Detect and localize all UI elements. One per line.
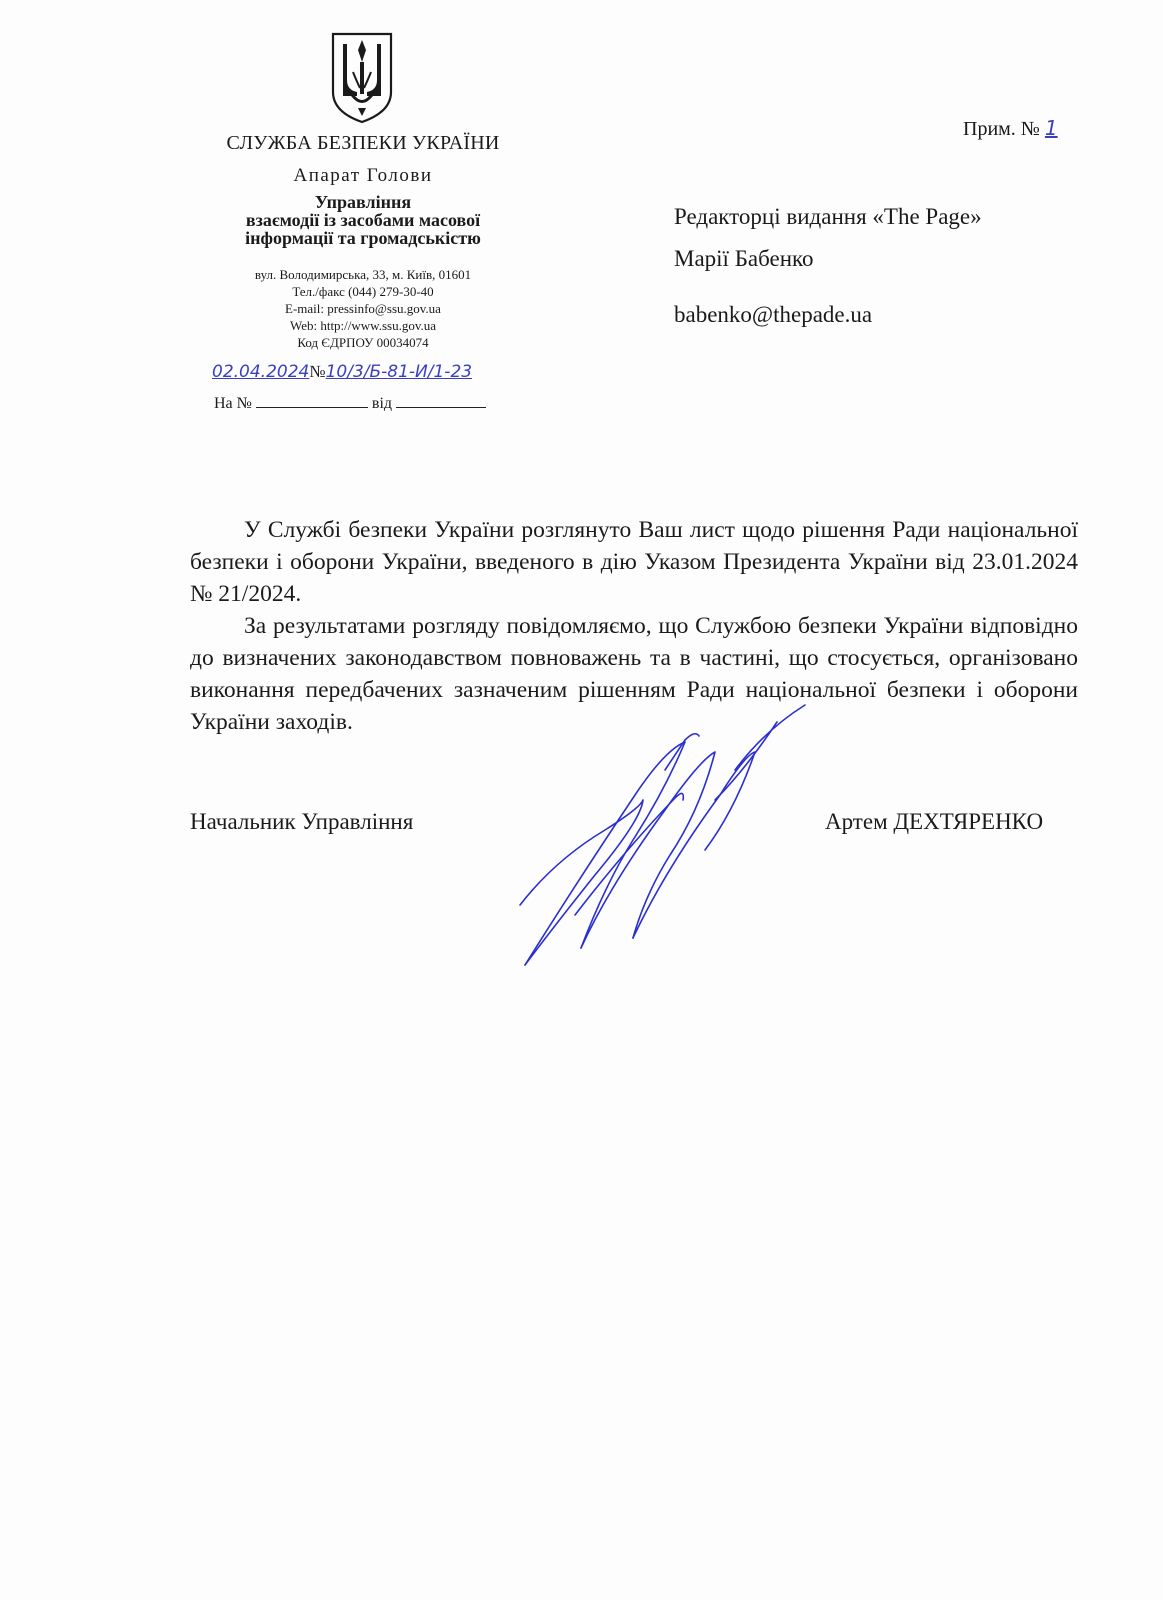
body-paragraph: У Службі безпеки України розглянуто Ваш лист щодо рішення Ради національної безпеки і оборони України, введеного в дію Указом Президента України від 23.01.2024 № 21/2024.	[190, 517, 1078, 607]
recipient-line: Редакторці видання «The Page»	[674, 204, 982, 229]
email-line: E-mail: pressinfo@ssu.gov.ua	[285, 301, 441, 316]
outgoing-date: 02.04.2024	[212, 362, 310, 382]
reference-number-blank	[256, 393, 368, 408]
registration-line	[212, 362, 472, 382]
outgoing-number: 10/3/Б-81-И/1-23	[325, 362, 473, 382]
phone-line: Тел./факс (044) 279-30-40	[292, 284, 434, 299]
address-line: вул. Володимирська, 33, м. Київ, 01601	[254, 267, 472, 282]
handwritten-signature	[515, 700, 825, 990]
copy-mark	[963, 116, 1058, 141]
number-sign: №	[309, 362, 326, 381]
trident-icon	[329, 32, 395, 124]
contact-block	[190, 266, 536, 351]
reference-date-blank	[396, 393, 486, 408]
organization-name: СЛУЖБА БЕЗПЕКИ УКРАЇНИ	[226, 132, 500, 154]
reference-from-label: від	[371, 395, 393, 412]
apparatus-name: Апарат Голови	[293, 165, 433, 186]
copy-mark-number: 1	[1044, 116, 1058, 140]
reference-line	[214, 393, 486, 413]
recipient-name: Марії Бабенко	[674, 246, 814, 271]
department-line: взаємодії із засобами масової	[245, 210, 481, 230]
signatory-name: Артем ДЕХТЯРЕНКО	[825, 809, 1044, 834]
web-line: Web: http://www.ssu.gov.ua	[289, 318, 437, 333]
department-name	[190, 193, 536, 247]
copy-mark-label: Прим. №	[963, 118, 1040, 140]
reference-label: На №	[214, 395, 252, 412]
edrpou-line: Код ЄДРПОУ 00034074	[297, 335, 429, 350]
recipient-email: babenko@thepade.ua	[674, 302, 873, 327]
body-paragraph: За результатами розгляду повідомляємо, що Службою безпеки України відповідно до визначених законодавством повноважень та в частині, що стосується, організовано виконання передбачених зазначеним рішенням Ради національної безпеки і оборони України заходів.	[190, 613, 1078, 735]
department-line: інформації та громадськістю	[245, 228, 481, 248]
department-line: Управління	[314, 192, 412, 212]
signatory-title: Начальник Управління	[190, 809, 414, 834]
